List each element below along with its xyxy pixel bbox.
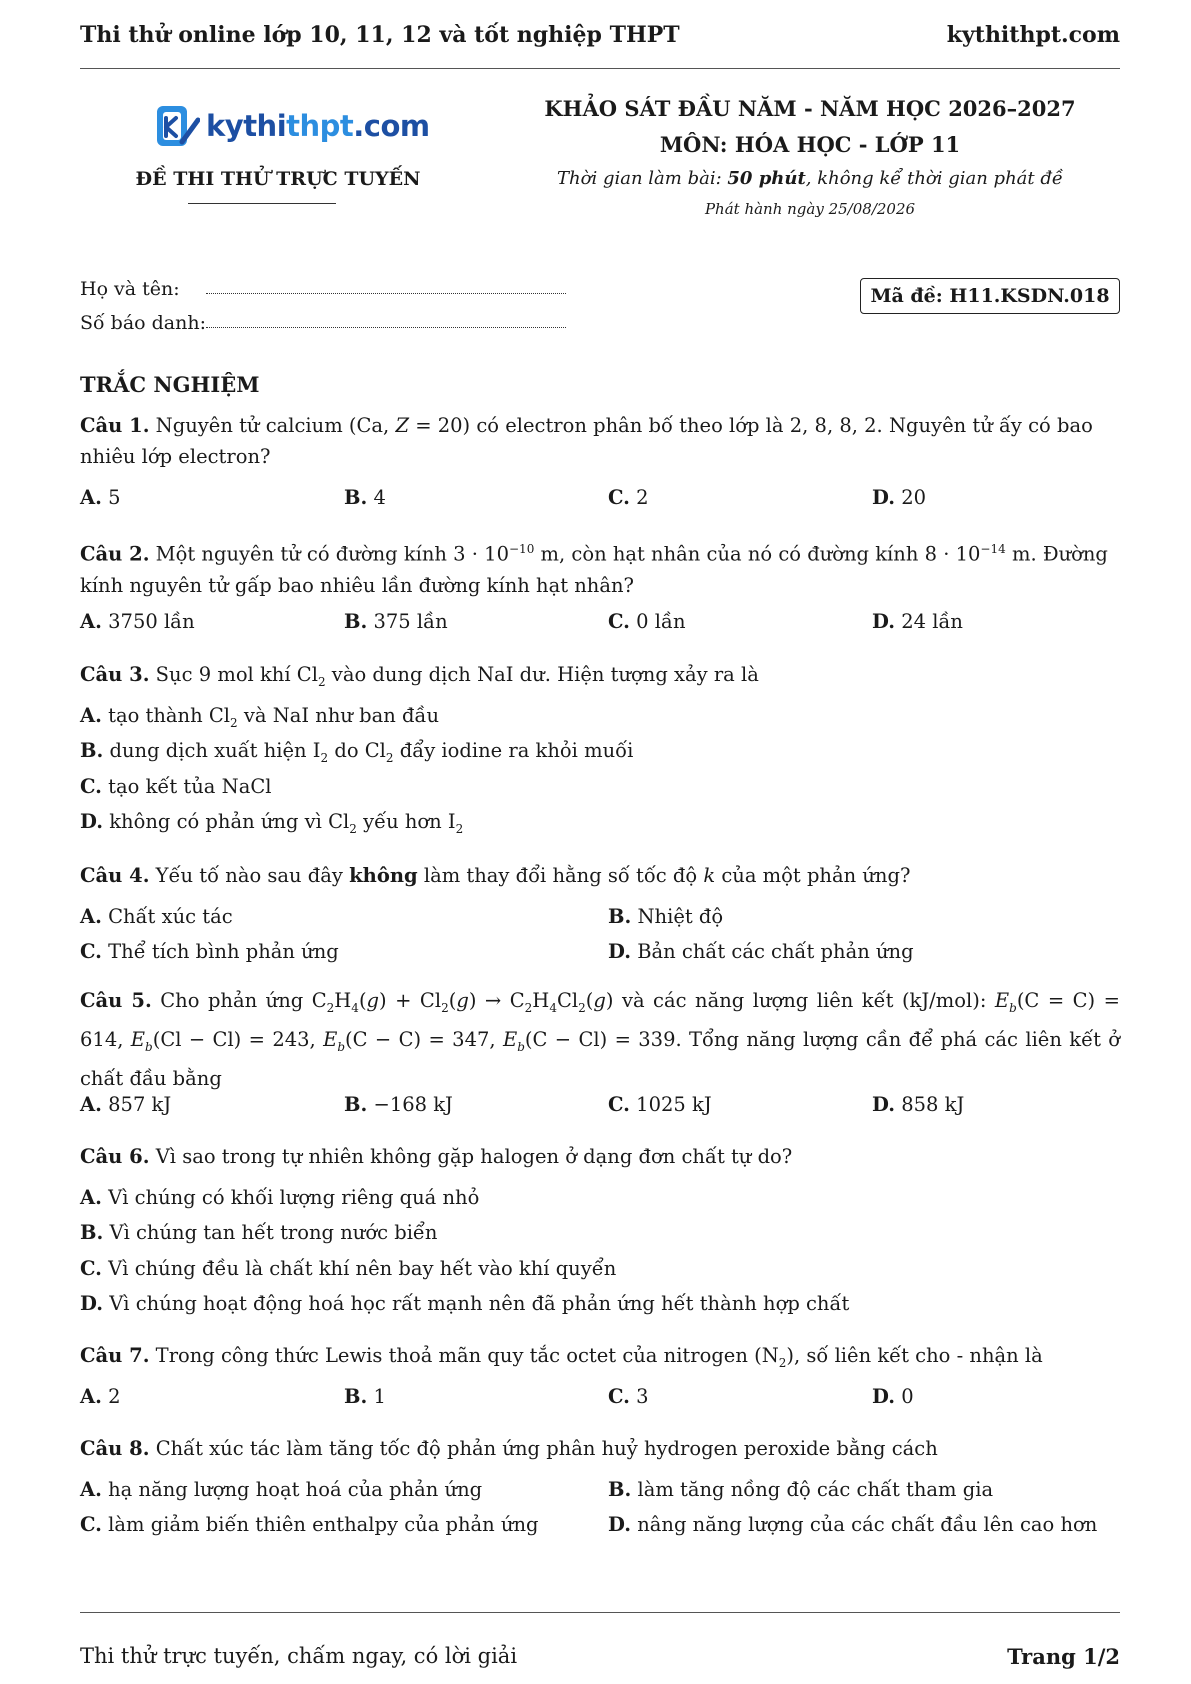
title-block <box>500 96 1120 218</box>
student-info <box>80 266 566 334</box>
q4-option-c[interactable]: C. Thể tích bình phản ứng <box>80 940 339 963</box>
q3-option-c[interactable]: C. tạo kết tủa NaCl <box>80 775 272 798</box>
q4-option-b[interactable]: B. Nhiệt độ <box>608 905 724 928</box>
q1-option-a[interactable]: A. 5 <box>80 486 121 509</box>
exam-subtitle: ĐỀ THI THỬ TRỰC TUYẾN <box>135 168 421 190</box>
q1-option-b[interactable]: B. 4 <box>344 486 386 509</box>
question-8: Câu 8. Chất xúc tác làm tăng tốc độ phản ứng phân huỷ hydrogen peroxide bằng cách <box>80 1437 938 1460</box>
q8-option-c[interactable]: C. làm giảm biến thiên enthalpy của phản ứng <box>80 1513 539 1536</box>
header-left: Thi thử online lớp 10, 11, 12 và tốt nghiệp THPT <box>80 22 680 48</box>
logo-icon <box>154 102 200 150</box>
name-label: Họ và tên: <box>80 278 180 300</box>
q2-option-a[interactable]: A. 3750 lần <box>80 610 195 633</box>
q2-option-c[interactable]: C. 0 lần <box>608 610 686 633</box>
logo-text: kythithpt.com <box>206 109 430 143</box>
issue-date: Phát hành ngày 25/08/2026 <box>704 200 916 218</box>
subtitle-rule <box>188 203 336 204</box>
exam-code: Mã đề: H11.KSDN.018 <box>860 278 1120 314</box>
q3-option-d[interactable]: D. không có phản ứng vì $Cl_2$ yếu hơn $I_2$ <box>80 810 464 836</box>
section-title: TRẮC NGHIỆM <box>80 372 260 397</box>
q4-option-d[interactable]: D. Bản chất các chất phản ứng <box>608 940 914 963</box>
name-field[interactable] <box>206 292 566 294</box>
q5-option-d[interactable]: D. 858 kJ <box>872 1093 965 1116</box>
question-3: Câu 3. Sục 9 mol khí $Cl_2$ vào dung dịch NaI dư. Hiện tượng xảy ra là <box>80 663 759 689</box>
q2-option-d[interactable]: D. 24 lần <box>872 610 963 633</box>
q5-option-b[interactable]: B. −168 kJ <box>344 1093 453 1116</box>
q7-option-b[interactable]: B. 1 <box>344 1385 386 1408</box>
footer-rule <box>80 1612 1120 1613</box>
logo <box>154 100 430 152</box>
q7-option-d[interactable]: D. 0 <box>872 1385 914 1408</box>
question-4: Câu 4. Yếu tố nào sau đây không làm thay đổi hằng số tốc độ k của một phản ứng? <box>80 864 911 887</box>
q6-option-a[interactable]: A. Vì chúng có khối lượng riêng quá nhỏ <box>80 1186 480 1209</box>
subject-title: MÔN: HÓA HỌC - LỚP 11 <box>659 132 961 157</box>
q1-option-c[interactable]: C. 2 <box>608 486 649 509</box>
q6-option-c[interactable]: C. Vì chúng đều là chất khí nên bay hết vào khí quyển <box>80 1257 617 1280</box>
exam-page <box>80 0 1120 1684</box>
q5-option-a[interactable]: A. 857 kJ <box>80 1093 172 1116</box>
exam-time: Thời gian làm bài: 50 phút, không kể thời gian phát đề <box>557 168 1063 189</box>
question-1: Câu 1. Nguyên tử calcium (Ca, Z = 20) có electron phân bố theo lớp là 2, 8, 8, 2. Nguyên tử ấy có bao nhiêu lớp electron? <box>80 414 1093 468</box>
header-right: kythithpt.com <box>946 22 1120 48</box>
question-5: Câu 5. Cho phản ứng $C_2H_4(g) + Cl_2(g) \to C_2H_4Cl_2(g)$ và các năng lượng liên kết (kJ/mol): $E_b(C = C) = 614$, $E_b(Cl - Cl) = 243$, $E_b(C - C) = 347$, $E_b(C - Cl) = 339$. Tổng năng lượng cần để phá các liên kết ở chất đầu bằng <box>80 989 1120 1090</box>
q3-option-a[interactable]: A. tạo thành $Cl_2$ và NaI như ban đầu <box>80 704 440 730</box>
exam-title: KHẢO SÁT ĐẦU NĂM - NĂM HỌC 2026–2027 <box>544 96 1076 121</box>
q4-option-a[interactable]: A. Chất xúc tác <box>80 905 233 928</box>
question-7: Câu 7. Trong công thức Lewis thoả mãn quy tắc octet của nitrogen $(N_2)$, số liên kết cho - nhận là <box>80 1344 1043 1370</box>
q1-option-d[interactable]: D. 20 <box>872 486 927 509</box>
footer-left: Thi thử trực tuyến, chấm ngay, có lời giải <box>80 1644 518 1668</box>
id-field[interactable] <box>206 326 566 328</box>
question-2: Câu 2. Một nguyên tử có đường kính $3 \cdot 10^{-10}$ m, còn hạt nhân của nó có đường kính $8 \cdot 10^{-14}$ m. Đường kính nguyên tử gấp bao nhiêu lần đường kính hạt nhân? <box>80 542 1108 597</box>
q3-option-b[interactable]: B. dung dịch xuất hiện $I_2$ do $Cl_2$ đẩy iodine ra khỏi muối <box>80 739 634 765</box>
q6-option-b[interactable]: B. Vì chúng tan hết trong nước biển <box>80 1221 438 1244</box>
q2-option-b[interactable]: B. 375 lần <box>344 610 448 633</box>
q6-option-d[interactable]: D. Vì chúng hoạt động hoá học rất mạnh nên đã phản ứng hết thành hợp chất <box>80 1292 850 1315</box>
question-6: Câu 6. Vì sao trong tự nhiên không gặp halogen ở dạng đơn chất tự do? <box>80 1145 793 1168</box>
q8-option-d[interactable]: D. nâng năng lượng của các chất đầu lên cao hơn <box>608 1513 1098 1536</box>
page-number: Trang 1/2 <box>1007 1644 1120 1669</box>
id-label: Số báo danh: <box>80 312 207 334</box>
q8-option-b[interactable]: B. làm tăng nồng độ các chất tham gia <box>608 1478 994 1501</box>
q7-option-c[interactable]: C. 3 <box>608 1385 649 1408</box>
q8-option-a[interactable]: A. hạ năng lượng hoạt hoá của phản ứng <box>80 1478 483 1501</box>
header-rule <box>80 68 1120 69</box>
q7-option-a[interactable]: A. 2 <box>80 1385 121 1408</box>
q5-option-c[interactable]: C. 1025 kJ <box>608 1093 712 1116</box>
